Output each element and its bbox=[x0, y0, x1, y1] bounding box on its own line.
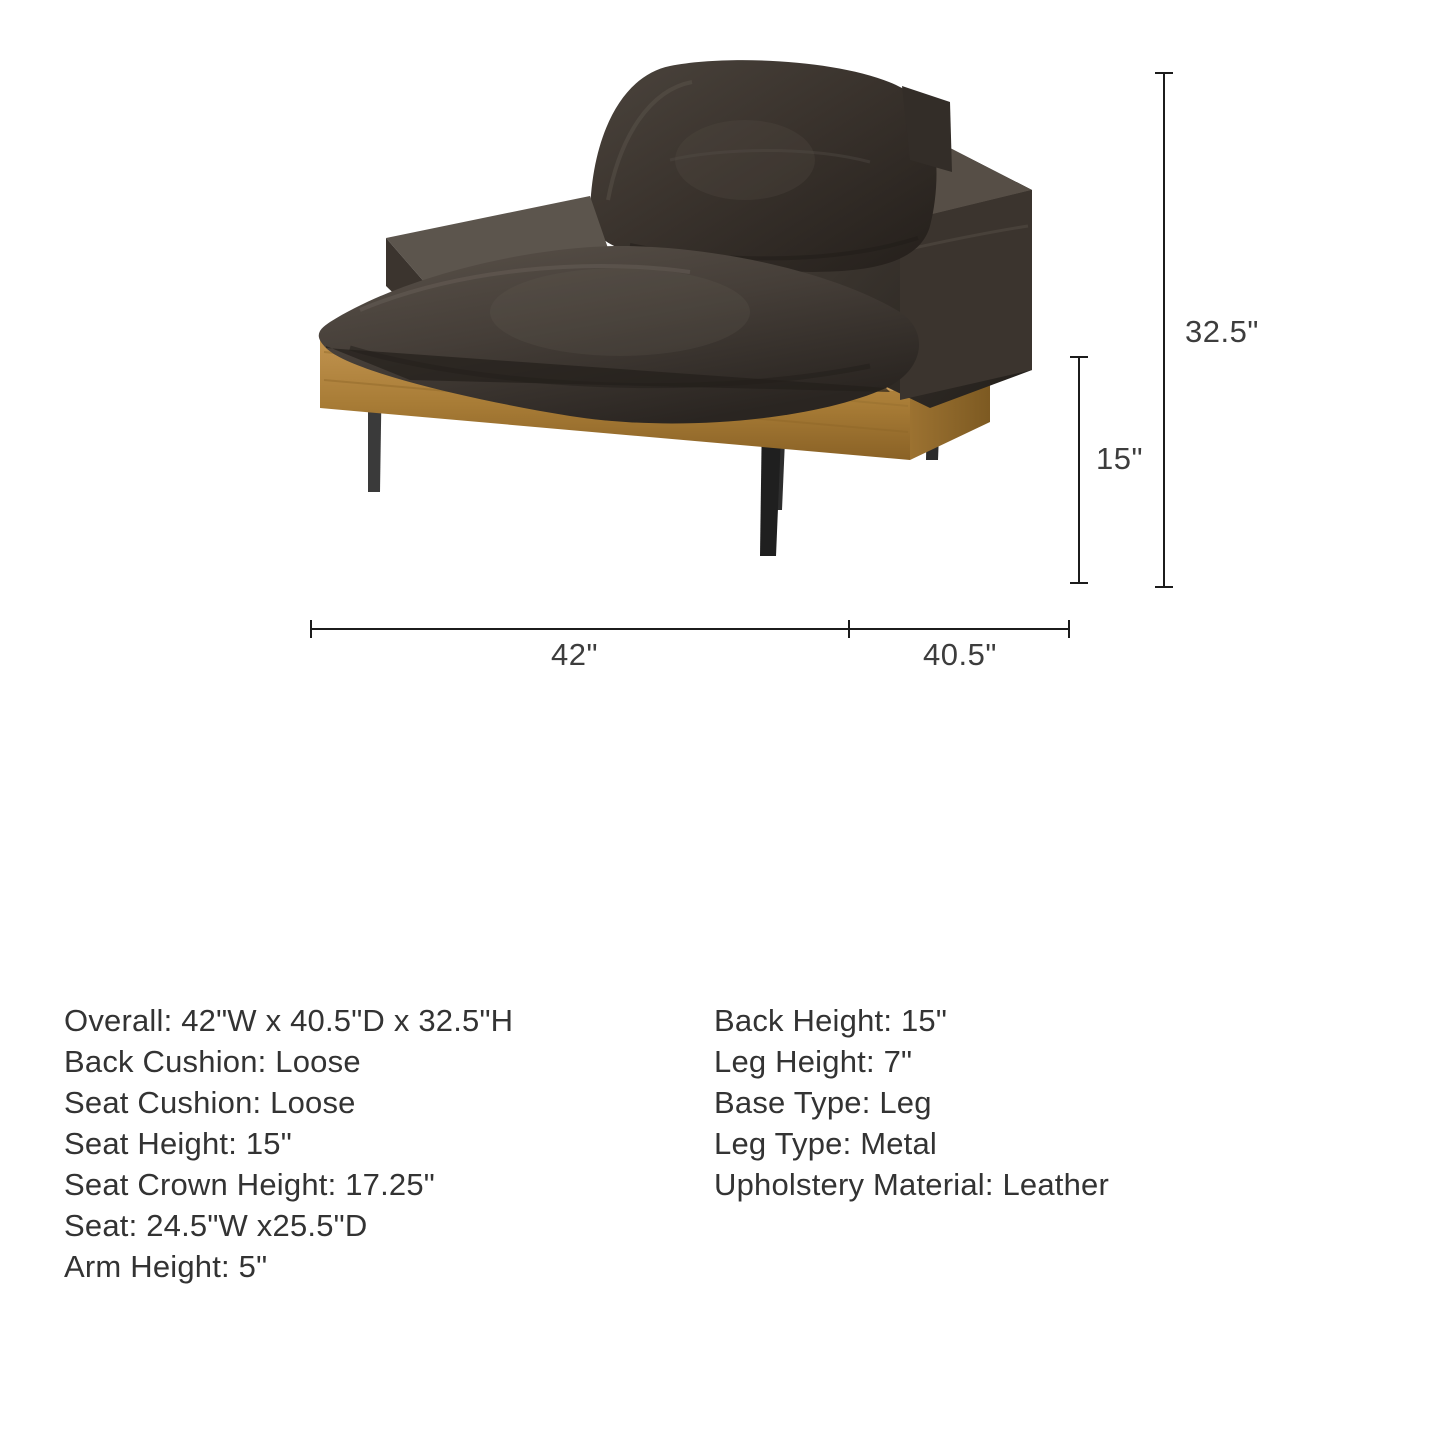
spec-item-seat-crown-height: Seat Crown Height: 17.25" bbox=[64, 1167, 435, 1202]
spec-item-overall: Overall: 42"W x 40.5"D x 32.5"H bbox=[64, 1003, 514, 1038]
back-cushion bbox=[590, 60, 937, 272]
spec-item-seat: Seat: 24.5"W x25.5"D bbox=[64, 1208, 368, 1243]
dimension-label-overall-height: 32.5" bbox=[1185, 314, 1259, 349]
spec-item-back-height: Back Height: 15" bbox=[714, 1003, 948, 1038]
dimension-label-overall-depth: 40.5" bbox=[923, 637, 997, 672]
spec-item-leg-type: Leg Type: Metal bbox=[714, 1126, 938, 1161]
dimension-label-seat-height: 15" bbox=[1096, 441, 1143, 476]
spec-item-seat-height: Seat Height: 15" bbox=[64, 1126, 292, 1161]
spec-column-left bbox=[64, 1000, 513, 1287]
spec-item-leg-height: Leg Height: 7" bbox=[714, 1044, 913, 1079]
armchair-drawing bbox=[290, 40, 1070, 610]
dimension-label-overall-width: 42" bbox=[551, 637, 598, 672]
spec-item-upholstery-material: Upholstery Material: Leather bbox=[714, 1167, 1110, 1202]
spec-item-back-cushion: Back Cushion: Loose bbox=[64, 1044, 361, 1079]
product-illustration bbox=[290, 40, 1070, 610]
spec-item-arm-height: Arm Height: 5" bbox=[64, 1249, 268, 1284]
spec-item-seat-cushion: Seat Cushion: Loose bbox=[64, 1085, 356, 1120]
spec-item-base-type: Base Type: Leg bbox=[714, 1085, 932, 1120]
spec-column-right bbox=[714, 1000, 1109, 1205]
